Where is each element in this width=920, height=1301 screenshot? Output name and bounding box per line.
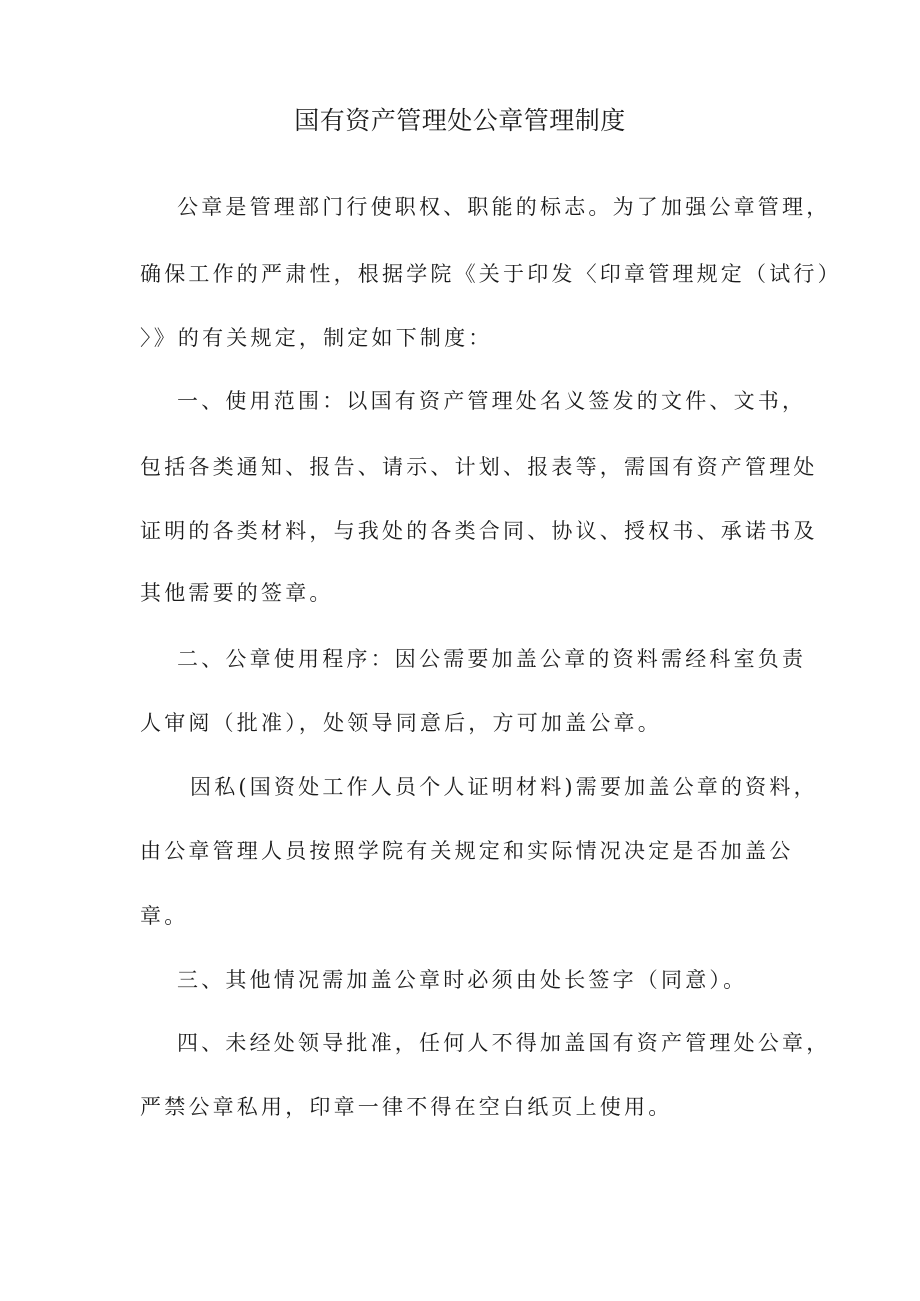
- body-line: 一、使用范围：以国有资产管理处名义签发的文件、文书，: [177, 389, 807, 413]
- body-line: 证明的各类材料，与我处的各类合同、协议、授权书、承诺书及: [140, 519, 818, 543]
- body-line: 由公章管理人员按照学院有关规定和实际情况决定是否加盖公: [140, 839, 794, 863]
- body-line: 人审阅（批准），处领导同意后，方可加盖公章。: [140, 711, 662, 735]
- body-line: 二、公章使用程序：因公需要加盖公章的资料需经科室负责: [177, 647, 807, 671]
- body-line: 因私(国资处工作人员个人证明材料)需要加盖公章的资料，: [190, 775, 818, 799]
- body-line: 严禁公章私用，印章一律不得在空白纸页上使用。: [140, 1095, 673, 1119]
- body-line: 包括各类通知、报告、请示、计划、报表等，需国有资产管理处: [140, 455, 818, 479]
- body-line: 其他需要的签章。: [140, 581, 334, 605]
- body-line: 章。: [140, 904, 189, 928]
- body-line: 〉》的有关规定，制定如下制度：: [140, 326, 493, 350]
- body-line: 确保工作的严肃性，根据学院《关于印发〈印章管理规定（试行）: [140, 262, 842, 286]
- body-line: 四、未经处领导批准，任何人不得加盖国有资产管理处公章，: [177, 1031, 831, 1055]
- body-line: 三、其他情况需加盖公章时必须由处长签字（同意）。: [177, 968, 748, 992]
- document-title: 国有资产管理处公章管理制度: [294, 106, 626, 135]
- body-line: 公章是管理部门行使职权、职能的标志。为了加强公章管理，: [177, 195, 831, 219]
